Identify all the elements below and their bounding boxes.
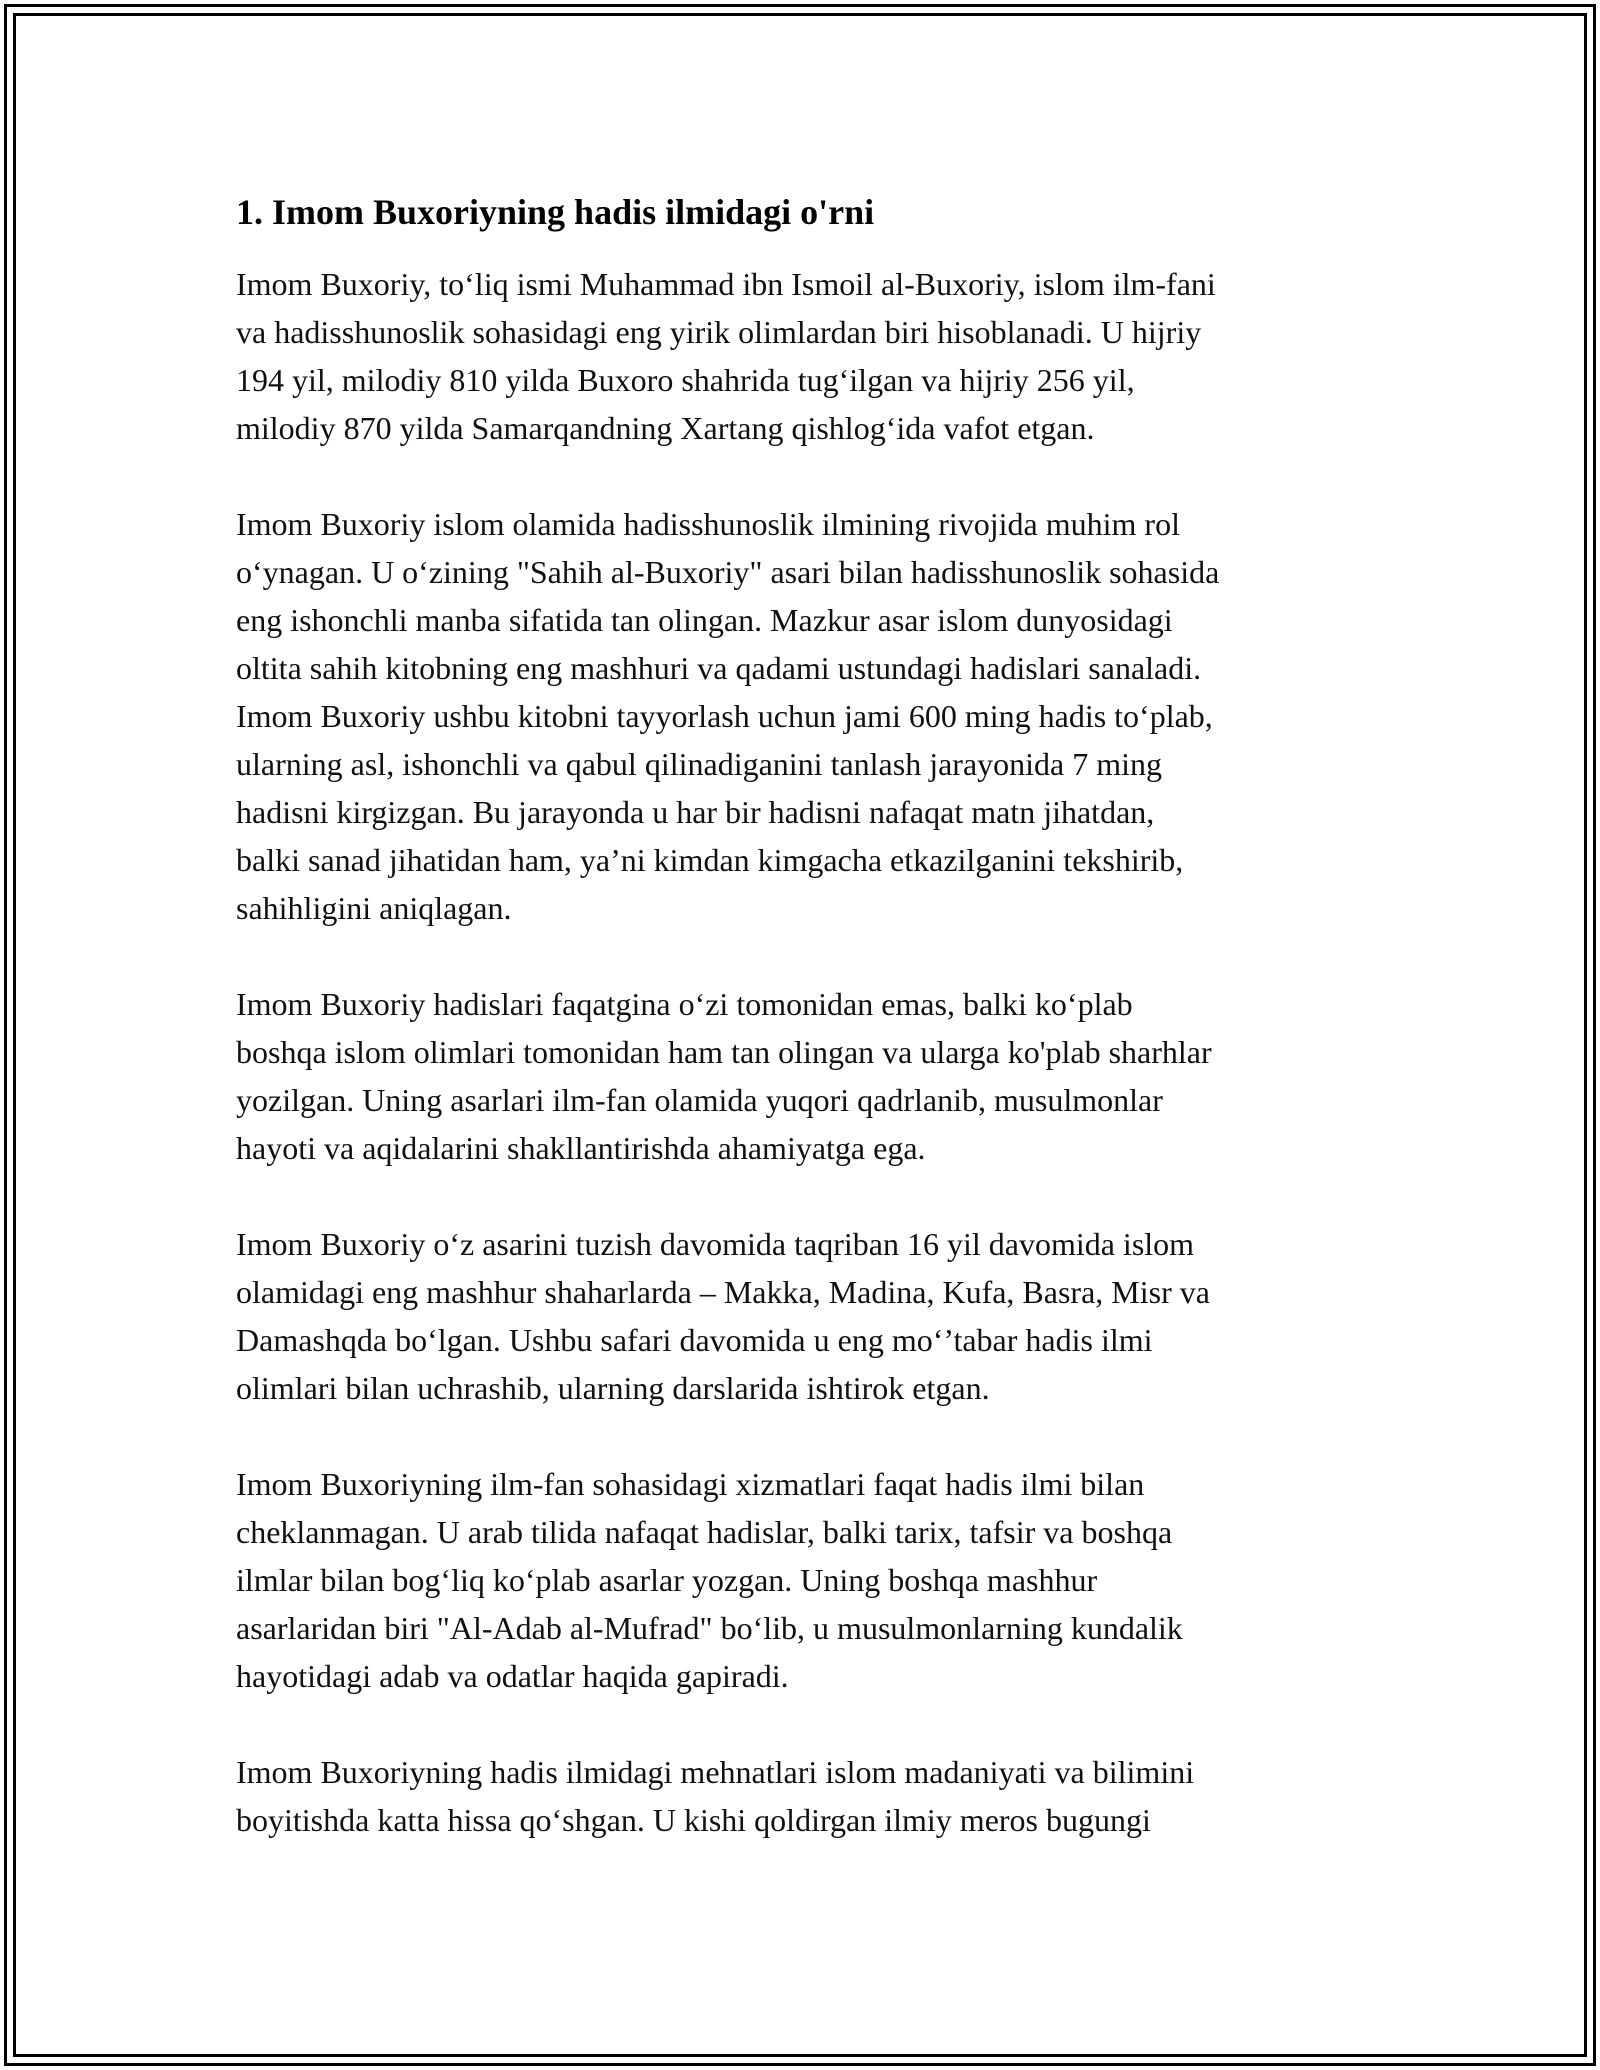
text-line: boyitishda katta hissa qo‘shgan. U kishi qoldirgan ilmiy meros bugungi <box>236 1802 1151 1838</box>
text-line: eng ishonchli manba sifatida tan olingan. Mazkur asar islom dunyosidagi <box>236 602 1173 638</box>
text-line: ilmlar bilan bog‘liq ko‘plab asarlar yozgan. Uning boshqa mashhur <box>236 1562 1098 1598</box>
text-line: Imom Buxoriy, to‘liq ismi Muhammad ibn Ismoil al-Buxoriy, islom ilm-fani <box>236 266 1216 302</box>
text-line: milodiy 870 yilda Samarqandning Xartang qishlog‘ida vafot etgan. <box>236 410 1095 446</box>
text-line: Imom Buxoriy islom olamida hadisshunoslik ilmining rivojida muhim rol <box>236 506 1180 542</box>
text-line: hayotidagi adab va odatlar haqida gapiradi. <box>236 1658 789 1694</box>
text-line: yozilgan. Uning asarlari ilm-fan olamida yuqori qadrlanib, musulmonlar <box>236 1082 1163 1118</box>
paragraph-5 <box>236 1460 1386 1700</box>
paragraph-4 <box>236 1220 1386 1412</box>
text-line: olamidagi eng mashhur shaharlarda – Makka, Madina, Kufa, Basra, Misr va <box>236 1274 1210 1310</box>
text-line: balki sanad jihatidan ham, ya’ni kimdan kimgacha etkazilganini tekshirib, <box>236 842 1184 878</box>
text-line: ularning asl, ishonchli va qabul qilinadiganini tanlash jarayonida 7 ming <box>236 746 1163 782</box>
text-line: Damashqda bo‘lgan. Ushbu safari davomida u eng mo‘’tabar hadis ilmi <box>236 1322 1153 1358</box>
paragraph-3 <box>236 980 1386 1172</box>
text-line: Imom Buxoriy hadislari faqatgina o‘zi tomonidan emas, balki ko‘plab <box>236 986 1133 1022</box>
paragraph-6 <box>236 1748 1386 1844</box>
text-line: Imom Buxoriyning ilm-fan sohasidagi xizmatlari faqat hadis ilmi bilan <box>236 1466 1145 1502</box>
text-line: 194 yil, milodiy 810 yilda Buxoro shahrida tug‘ilgan va hijriy 256 yil, <box>236 362 1135 398</box>
text-line: oltita sahih kitobning eng mashhuri va qadami ustundagi hadislari sanaladi. <box>236 650 1202 686</box>
text-line: sahihligini aniqlagan. <box>236 890 512 926</box>
text-line: asarlaridan biri "Al-Adab al-Mufrad" bo‘lib, u musulmonlarning kundalik <box>236 1610 1183 1646</box>
text-line: olimlari bilan uchrashib, ularning darslarida ishtirok etgan. <box>236 1370 990 1406</box>
document-page <box>236 188 1386 1892</box>
text-line: va hadisshunoslik sohasidagi eng yirik olimlardan biri hisoblanadi. U hijriy <box>236 314 1202 350</box>
text-line: Imom Buxoriy ushbu kitobni tayyorlash uchun jami 600 ming hadis to‘plab, <box>236 698 1213 734</box>
text-line: cheklanmagan. U arab tilida nafaqat hadislar, balki tarix, tafsir va boshqa <box>236 1514 1173 1550</box>
text-line: hayoti va aqidalarini shakllantirishda ahamiyatga ega. <box>236 1130 926 1166</box>
text-line: Imom Buxoriyning hadis ilmidagi mehnatlari islom madaniyati va bilimini <box>236 1754 1195 1790</box>
text-line: boshqa islom olimlari tomonidan ham tan olingan va ularga ko'plab sharhlar <box>236 1034 1212 1070</box>
paragraph-1 <box>236 260 1386 452</box>
paragraph-2 <box>236 500 1386 932</box>
section-heading: 1. Imom Buxoriyning hadis ilmidagi o'rni <box>236 192 875 232</box>
text-line: hadisni kirgizgan. Bu jarayonda u har bir hadisni nafaqat matn jihatdan, <box>236 794 1155 830</box>
text-line: Imom Buxoriy o‘z asarini tuzish davomida taqriban 16 yil davomida islom <box>236 1226 1195 1262</box>
text-line: o‘ynagan. U o‘zining "Sahih al-Buxoriy" asari bilan hadisshunoslik sohasida <box>236 554 1220 590</box>
